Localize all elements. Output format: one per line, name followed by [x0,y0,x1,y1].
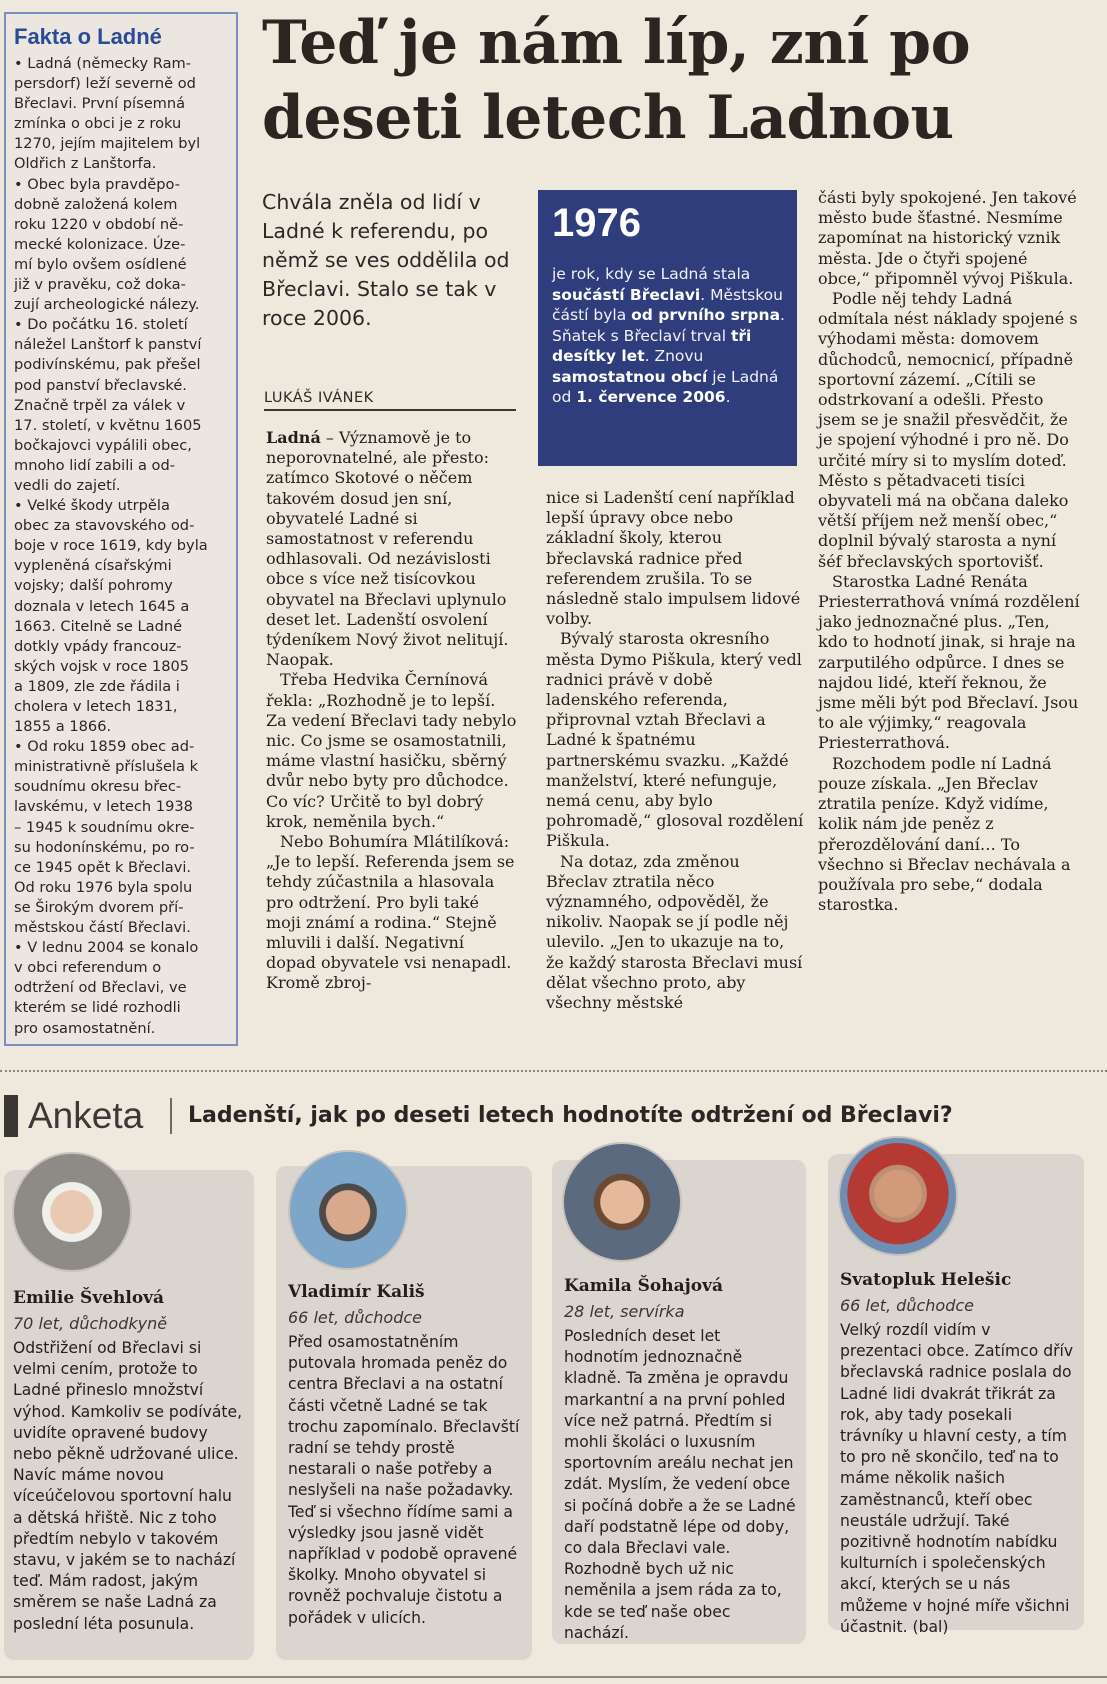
fakta-line: lavskému, v letech 1938 [14,798,193,816]
article-paragraph: Bývalý starosta okresního města Dymo Piškula, který vedl radnici právě v době ladenského referenda, připrovnal vztah Břeclavi a Ladné k špatnému partnerskému svazku. „Každé manželství, které nefunguje, nemá cenu, aby bylo pohromadě,“ glosoval rozdělení Piškula. [546,629,804,851]
fakta-line: mí bylo ovšem osídlené [14,255,187,273]
article-paragraph: Na dotaz, zda změnou Břeclav ztratila něco významného, odpověděl, že nikoliv. Naopak se jí podle něj ulevilo. „Jen to ukazuje na to, že každý starosta Břeclavi musí dělat všechno proto, aby všechny městské [546,851,803,1013]
fakta-line: dotkly vpády francouz- [14,637,182,655]
fakta-line: • V lednu 2004 se konalo [14,939,199,957]
fakta-line: 17. století, v květnu 1605 [14,416,202,434]
person-answer: Posledních deset let hodnotím jednoznačně kladně. Ta změna je opravdu markantní a na první pohled více než patrná. Předtím si mohli školáci o luxusním sportovním areálu nechat jen zdát. Myslím, že vedení obce si počíná dobře a že se Ladné daří podstatně lépe od doby, co dala Břeclavi vale. Rozhodně bych už nic neměnila a jsem ráda za to, kde se teď naše obec nachází. [564,1327,796,1642]
fakta-line: kterém se lidé rozhodli [14,999,181,1017]
article-paragraph: Podle něj tehdy Ladná odmítala nést náklady spojené s výhodami města: domovem důchodců, nemocnicí, případně sportovní zázemí. „Cítili se odstrkovaní a odešli. Přesto jsem se je snažil přesvědčit, že je spojení výhodné i pro ně. Do určité míry si to myslím doteď. Město s pětadvaceti tisíci obyvateli má na občana daleko větší příjem než menší obec,“ doplnil bývalý starosta a nyní šéf břeclavských sportovišť. [818,289,1078,571]
fakta-line: – 1945 k soudnímu okre- [14,818,195,836]
fakta-line: a 1809, zle zde řádila i [14,677,180,695]
anketa-question: Ladenští, jak po deseti letech hodnotíte odtržení od Břeclavi? [188,1103,953,1128]
fakta-text [14,54,228,1039]
fakta-line: se Širokým dvorem pří- [14,898,184,916]
person-meta: 28 let, servírka [564,1302,685,1321]
fakta-line: 1855 a 1866. [14,718,112,736]
fact-box-text: je rok, kdy se Ladná stala součástí Břeclavi. Městskou částí byla od prvního srpna. Sňatek s Břeclaví trval tři desítky let. Znovu samostatnou obcí je Ladná od 1. července 2006. [552,265,785,406]
fakta-line: vypleněná císařskými [14,557,172,575]
fakta-line: doznala v letech 1645 a [14,597,190,615]
fakta-line: v obci referendum o [14,959,162,977]
fakta-line: dobně založená kolem [14,195,178,213]
person-answer: Odstřižení od Břeclavi si velmi cením, protože to Ladné přineslo množství výhod. Kamkoliv se podíváte, uvidíte opravené budovy nebo pěkně udržované ulice. Navíc máme novou víceúčelovou sportovní halu a dětská hřiště. Nic z toho předtím nebylo v takovém stavu, v jakém se to nachází teď. Mám radost, jakým směrem se naše Ladná za poslední léta posunula. [13,1339,243,1633]
fakta-line: Oldřich z Lanštorfa. [14,155,157,173]
fakta-line: 1270, jejím majitelem byl [14,135,201,153]
fakta-line: roku 1220 v období ně- [14,215,184,233]
person-meta: 70 let, důchodkyně [13,1314,168,1333]
article-column-3 [818,188,1082,915]
fakta-line: persdorf) leží severně od [14,75,196,93]
fakta-line: soudnímu okresu břec- [14,778,182,796]
fact-box-1976 [538,190,797,466]
person-meta: 66 let, důchodce [288,1308,422,1327]
headline [262,6,1097,156]
fakta-line: obec za stavovského od- [14,517,195,535]
fakta-line: ministrativně příslušela k [14,758,199,776]
headline-line-2: deseti letech Ladnou [262,83,954,153]
fakta-line: mecké kolonizace. Úze- [14,235,186,253]
fakta-line: náležel Lanštorf k panství [14,336,202,354]
fakta-line: ských vojsk v roce 1805 [14,657,190,675]
fakta-line: podivínskému, pak přešel [14,356,201,374]
fakta-line: již v pravěku, což doka- [14,276,186,294]
lead-text: Chvála zněla od lidí v Ladné k referendu, po němž se ves oddělila od Břeclavi. Stalo se tak v roce 2006. [262,190,510,330]
fakta-line: 1663. Citelně se Ladné [14,617,183,635]
article-paragraph: Starostka Ladné Renáta Priesterrathová vnímá rozdělení jako jednoznačné plus. „Ten, kdo to hodnotí jinak, si hraje na zarputilého odpůrce. I dnes se najdou lidé, kteří řeknou, že jsme měli být pod Břeclaví. Jsou to ale výjimky,“ reagovala Priesterrathová. [818,571,1080,753]
person-meta: 66 let, důchodce [840,1296,974,1315]
anketa-card-1 [4,1170,254,1660]
fakta-line: mnoho lidí zabili a od- [14,456,175,474]
anketa-card-4 [828,1154,1084,1636]
fakta-line: cholera v letech 1831, [14,698,178,715]
person-name: Emilie Švehlová [13,1288,165,1308]
portrait-photo [562,1142,682,1262]
fakta-line: pod panství břeclavské. [14,376,187,394]
fakta-title: Fakta o Ladné [14,24,162,49]
fakta-line: • Velké škody utrpěla [14,497,170,515]
anketa-card-2 [276,1166,532,1660]
fakta-line: pro osamostatnění. [14,1019,156,1037]
anketa-label: Anketa [28,1095,144,1136]
fakta-line: vedli do zajetí. [14,476,121,494]
person-name: Svatopluk Helešic [840,1270,1012,1290]
person-answer: Velký rozdíl vidím v prezentaci obce. Zatímco dřív břeclavská radnice poslala do Ladné lidi dvakrát třikrát za rok, aby tady posekali trávníky u hlavní cesty, a tím to pro ně skončilo, teď na to máme několik našich zaměstnanců, kteří obec neustále udržují. Také pozitivně hodnotím nabídku kulturních i společenských akcí, kterých se u nás můžeme v hojné míře všichni účastnit. (bal) [840,1321,1074,1636]
fakta-line: bočkajovci vypálili obec, [14,436,192,454]
article-column-1 [266,428,518,994]
fakta-line: • Obec byla pravděpo- [14,175,180,193]
article-paragraph: Nebo Bohumíra Mlátilíková: „Je to lepší. Referenda jsem se tehdy zúčastnila a hlasovala pro odtržení. Pro byli také moji známí a rodina.“ Stejně mluvili i další. Negativní dopad obyvatele vsi nenapadl. Kromě zbroj- [266,832,515,993]
article-paragraph: nice si Ladenští cení například lepší úpravy obce nebo základní školy, kterou břeclavská radnice před referendem zrušila. To se následně stalo impulsem lidové volby. [546,488,801,629]
fakta-line: městskou částí Břeclavi. [14,919,191,937]
fakta-line: odtržení od Břeclavi, ve [14,979,187,997]
fakta-line: • Ladná (německy Ram- [14,55,192,72]
fakta-line: • Do počátku 16. století [14,316,188,334]
person-name: Kamila Šohajová [564,1276,724,1296]
fakta-line: vojsky; další pohromy [14,577,173,595]
fakta-line: • Od roku 1859 obec ad- [14,738,195,756]
fakta-line: Břeclavi. První písemná [14,95,186,113]
article-column-2 [546,488,804,1013]
fakta-box [4,12,238,1046]
fakta-line: Od roku 1976 byla spolu [14,878,193,896]
article-paragraph: Rozchodem podle ní Ladná pouze získala. „Jen Břeclav ztratila peníze. Když vidíme, kolik nám jde peněz z přerozdělování daní… To všechno si Břeclav nechávala a používala pro sebe,“ dodala starostka. [818,753,1071,915]
fakta-line: boje v roce 1619, kdy byla [14,537,208,555]
page-bottom-rule [0,1676,1107,1678]
headline-line-1: Teď je nám líp, zní po [262,8,971,78]
article-paragraph: Třeba Hedvika Černínová řekla: „Rozhodně je to lepší. Za vedení Břeclavi tady nebylo nic. Co jsme se osamostatnili, máme vlastní hasičku, sběrný dvůr nebo byty pro důchodce. Co víc? Určitě to byl dobrý krok, neměnila bych.“ [266,670,517,831]
article-paragraph: části byly spokojené. Jen takové město bude šťastné. Nesmíme zapomínat na historický vznik města. Jde o čtyři spojené obce,“ připomněl vývoj Piškula. [818,188,1077,288]
fakta-line: su hodonínskému, po ro- [14,838,195,856]
person-answer: Před osamostatněním putovala hromada peněz do centra Břeclavi a na ostatní části včetně Ladné se tak trochu zapomínalo. Břeclavští radní se tehdy prostě nestarali o naše potřeby a neslyšeli na naše požadavky. Teď si všechno řídíme sami a výsledky jsou jasně vidět například v podobě opravené školky. Mnoho obyvatel si rovněž pochvaluje čistotu a pořádek v ulicích. [288,1333,520,1627]
portrait-photo [288,1150,408,1270]
portrait-photo [838,1136,958,1256]
section-divider [0,1070,1107,1072]
byline: LUKÁŠ IVÁNEK [264,390,516,411]
anketa-marker [4,1095,18,1137]
fakta-line: zmínka o obci je z roku [14,115,182,133]
portrait-photo [12,1152,132,1272]
fakta-line: ce 1945 opět k Břeclavi. [14,858,192,876]
fakta-line: zují archeologické nálezy. [14,296,200,314]
anketa-separator [170,1098,172,1134]
anketa-card-3 [552,1160,806,1644]
fakta-line: Značně trpěl za válek v [14,396,186,414]
fact-box-year: 1976 [552,201,641,245]
article-paragraph: Ladná – Významově je to neporovnatelné, ale přesto: zatímco Skotové o něčem takovém dosud jen sní, obyvatelé Ladné si samostatnost v referendu odhlasovali. Od nezávislosti obce s více než tisícovkou obyvatel na Břeclavi uplynulo deset let. Ladenští osvolení týdeníkem Nový život nelitují. Naopak. [266,428,509,670]
person-name: Vladimír Kališ [288,1282,425,1302]
